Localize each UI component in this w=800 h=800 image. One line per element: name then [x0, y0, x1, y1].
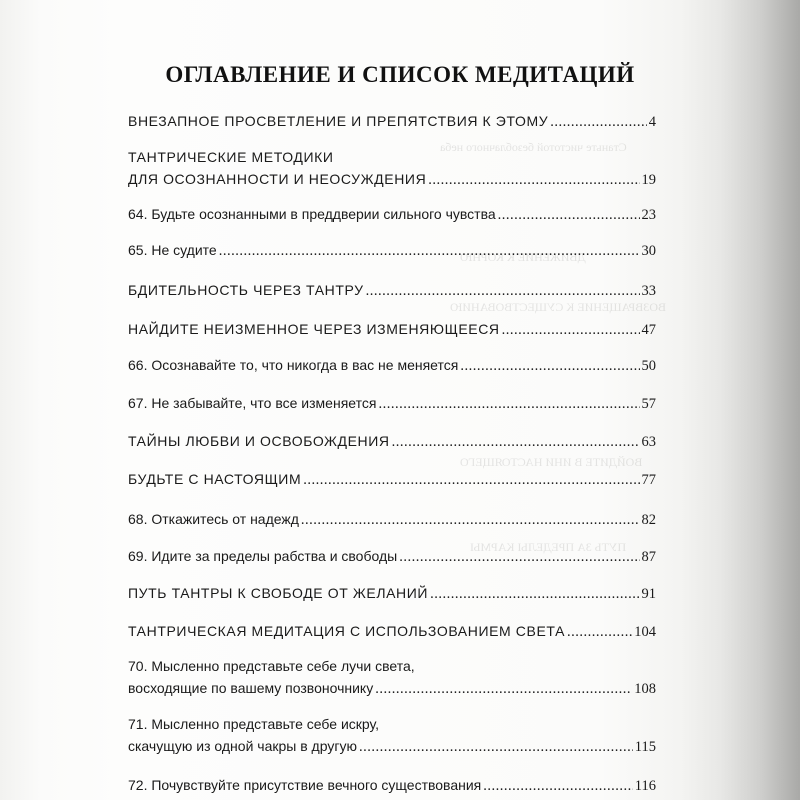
toc-page-number: 23: [641, 207, 656, 223]
toc-page-number: 108: [634, 681, 656, 697]
toc-text: ПУТЬ ТАНТРЫ К СВОБОДЕ ОТ ЖЕЛАНИЙ: [128, 585, 429, 601]
toc-text: ВНЕЗАПНОЕ ПРОСВЕТЛЕНИЕ И ПРЕПЯТСТВИЯ К ЭТОМУ: [128, 113, 549, 129]
toc-text: 66. Осознавайте то, что никогда в вас не меняется: [128, 357, 459, 373]
leader-dots: [303, 471, 639, 489]
toc-text: 67. Не забывайте, что все изменяется: [128, 395, 377, 411]
show-through-text: ДВИЖЕНИЕ К КОРНЮ: [460, 250, 586, 264]
toc-section: [128, 281, 656, 300]
toc-page-number: 104: [634, 624, 656, 640]
toc-text: ДЛЯ ОСОЗНАННОСТИ И НЕОСУЖДЕНИЯ: [128, 171, 427, 187]
toc-page-number: 87: [641, 549, 656, 565]
toc-text: ТАЙНЫ ЛЮБВИ И ОСВОБОЖДЕНИЯ: [128, 433, 390, 449]
toc-page-number: 63: [641, 434, 656, 450]
toc-page-number: 91: [641, 586, 656, 602]
leader-dots: [502, 321, 640, 339]
leader-dots: [301, 511, 640, 529]
toc-text: 71. Мысленно представьте себе искру,: [128, 716, 380, 732]
toc-text: скачущую из одной чакры в другую: [128, 738, 357, 754]
toc-text: 70. Мысленно представьте себе лучи света,: [128, 658, 415, 674]
toc-text: 69. Идите за пределы рабства и свободы: [128, 548, 398, 564]
toc-page-number: 30: [641, 243, 656, 259]
toc-text: ТАНТРИЧЕСКИЕ МЕТОДИКИ: [128, 149, 334, 165]
toc-entry: [128, 510, 656, 529]
leader-dots: [483, 777, 633, 795]
toc-page-number: 4: [648, 114, 656, 130]
toc-page-number: 115: [634, 739, 656, 755]
toc-text: БУДЬТЕ С НАСТОЯЩИМ: [128, 471, 302, 487]
leader-dots: [219, 242, 640, 260]
toc-section: [128, 470, 656, 489]
toc-page-number: 33: [641, 283, 656, 299]
toc-page-number: 77: [641, 472, 656, 488]
show-through-text: ПУТЬ ЗА ПРЕДЕЛЫ КАРМЫ: [470, 540, 627, 554]
page-title: ОГЛАВЛЕНИЕ И СПИСОК МЕДИТАЦИЙ: [165, 62, 635, 87]
leader-dots: [375, 680, 632, 698]
toc-page-number: 116: [634, 778, 656, 794]
toc-entry: [128, 776, 656, 795]
toc-text: ТАНТРИЧЕСКАЯ МЕДИТАЦИЯ С ИСПОЛЬЗОВАНИЕМ СВЕТА: [128, 623, 566, 639]
show-through-text: ВОЗВРАЩЕНИЕ К СУЩЕСТВОВАНИЮ: [450, 300, 666, 314]
toc-page-number: 82: [641, 512, 656, 528]
leader-dots: [460, 357, 639, 375]
leader-dots: [399, 548, 639, 566]
toc-text: 64. Будьте осознанными в преддверии сильного чувства: [128, 206, 496, 222]
toc-section: [128, 112, 656, 131]
toc-text: 72. Почувствуйте присутствие вечного существования: [128, 777, 482, 793]
toc-section: [128, 622, 656, 641]
leader-dots: [366, 282, 640, 300]
toc-entry: [128, 657, 656, 698]
toc-entry: [128, 547, 656, 566]
show-through-text: ВОЙДИТЕ В ИНИ НАСТОЯЩЕГО: [460, 455, 643, 469]
toc-section: [128, 148, 656, 189]
leader-dots: [428, 171, 639, 189]
toc-section: [128, 320, 656, 339]
toc-section: [128, 432, 656, 451]
toc-text: БДИТЕЛЬНОСТЬ ЧЕРЕЗ ТАНТРУ: [128, 282, 364, 298]
leader-dots: [359, 738, 633, 756]
toc-entry: [128, 205, 656, 224]
toc-entry: [128, 715, 656, 756]
toc-entry: [128, 356, 656, 375]
toc-section: [128, 584, 656, 603]
toc-text: 68. Откажитесь от надежд: [128, 511, 299, 527]
toc-page-number: 50: [641, 358, 656, 374]
toc-page-number: 47: [641, 322, 656, 338]
leader-dots: [567, 623, 632, 641]
leader-dots: [498, 206, 640, 224]
leader-dots: [430, 585, 639, 603]
toc-text: восходящие по вашему позвоночнику: [128, 680, 374, 696]
leader-dots: [378, 395, 639, 413]
leader-dots: [392, 433, 640, 451]
toc-page-number: 57: [641, 396, 656, 412]
toc-entry: [128, 241, 656, 260]
leader-dots: [550, 113, 647, 131]
toc-text: 65. Не судите: [128, 242, 217, 258]
toc-entry: [128, 394, 656, 413]
show-through-text: Станьте чистотой безоблачного неба: [440, 140, 627, 154]
toc-page-number: 19: [641, 172, 656, 188]
toc-text: НАЙДИТЕ НЕИЗМЕННОЕ ЧЕРЕЗ ИЗМЕНЯЮЩЕЕСЯ: [128, 321, 500, 337]
